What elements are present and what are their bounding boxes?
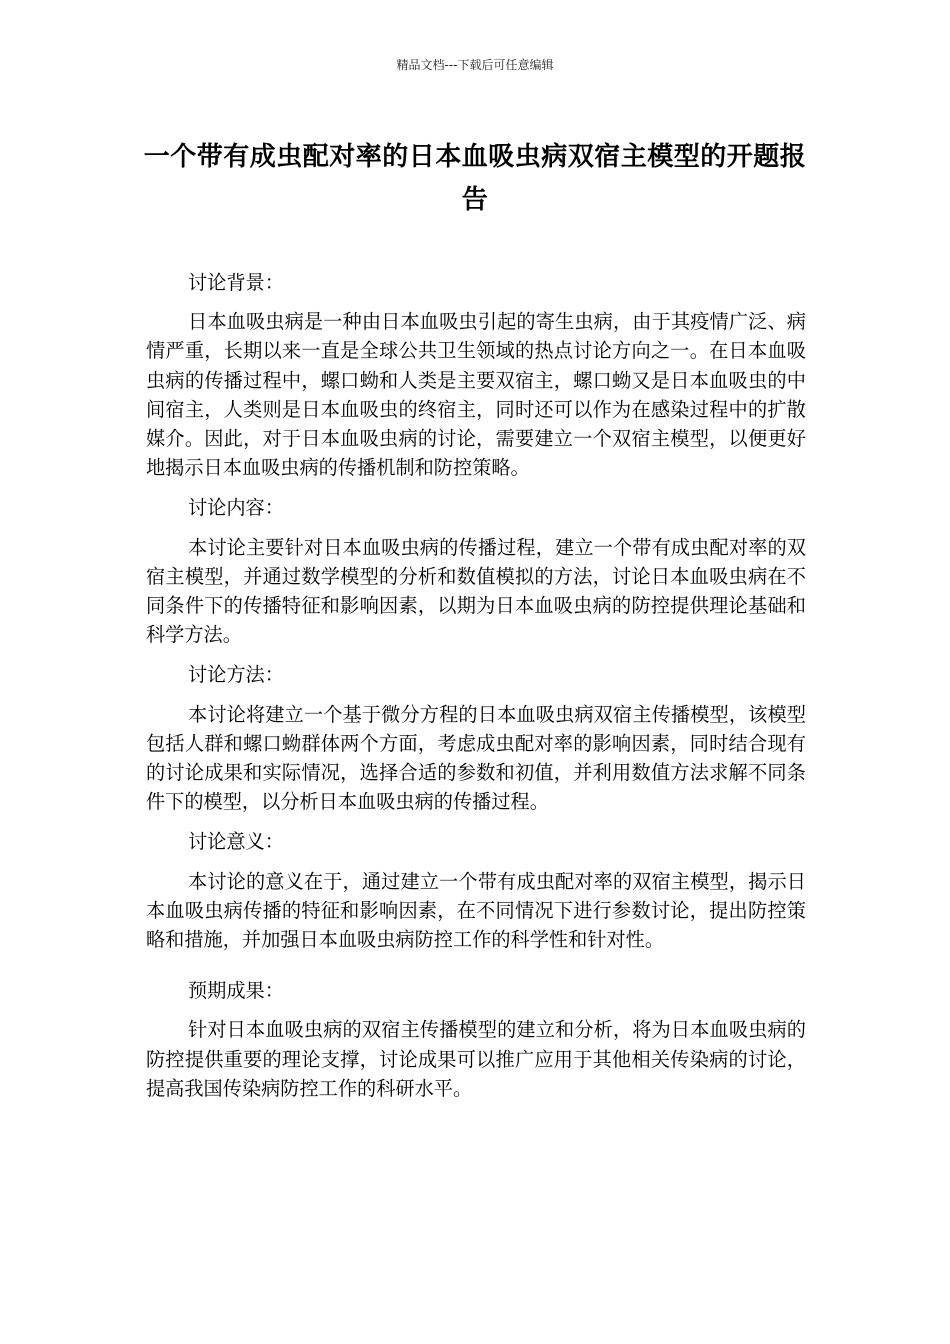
- header-note: 精品文档---下载后可任意编辑: [396, 58, 554, 72]
- document-body: [146, 268, 806, 1103]
- section-body-content: 本讨论主要针对日本血吸虫病的传播过程，建立一个带有成虫配对率的双宿主模型，并通过数学模型的分析和数值模拟的方法，讨论日本血吸虫病在不同条件下的传播特征和影响因素，以期为日本血吸虫病的防控提供理论基础和科学方法。: [146, 535, 806, 647]
- section-body-expected-results: 针对日本血吸虫病的双宿主传播模型的建立和分析，将为日本血吸虫病的防控提供重要的理论支撑，讨论成果可以推广应用于其他相关传染病的讨论，提高我国传染病防控工作的科研水平。: [146, 1018, 806, 1100]
- section-body-significance: 本讨论的意义在于，通过建立一个带有成虫配对率的双宿主模型，揭示日本血吸虫病传播的特征和影响因素，在不同情况下进行参数讨论，提出防控策略和措施，并加强日本血吸虫病防控工作的科学性和针对性。: [146, 869, 806, 952]
- document-title: 一个带有成虫配对率的日本血吸虫病双宿主模型的开题报告: [143, 142, 807, 215]
- section-heading-content: 讨论内容：: [188, 496, 284, 520]
- section-heading-expected-results: 预期成果：: [188, 979, 284, 1003]
- section-body-method: 本讨论将建立一个基于微分方程的日本血吸虫病双宿主传播模型，该模型包括人群和螺口蚴群体两个方面，考虑成虫配对率的影响因素，同时结合现有的讨论成果和实际情况，选择合适的参数和初值，并利用数值方法求解不同条件下的模型，以分析日本血吸虫病的传播过程。: [146, 702, 806, 814]
- section-body-background: 日本血吸虫病是一种由日本血吸虫引起的寄生虫病，由于其疫情广泛、病情严重，长期以来一直是全球公共卫生领域的热点讨论方向之一。在日本血吸虫病的传播过程中，螺口蚴和人类是主要双宿主，螺口蚴又是日本血吸虫的中间宿主，人类则是日本血吸虫的终宿主，同时还可以作为在感染过程中的扩散媒介。因此，对于日本血吸虫病的讨论，需要建立一个双宿主模型，以便更好地揭示日本血吸虫病的传播机制和防控策略。: [146, 310, 806, 480]
- section-heading-method: 讨论方法：: [188, 663, 284, 687]
- section-heading-background: 讨论背景：: [188, 271, 284, 294]
- section-heading-significance: 讨论意义：: [188, 830, 284, 854]
